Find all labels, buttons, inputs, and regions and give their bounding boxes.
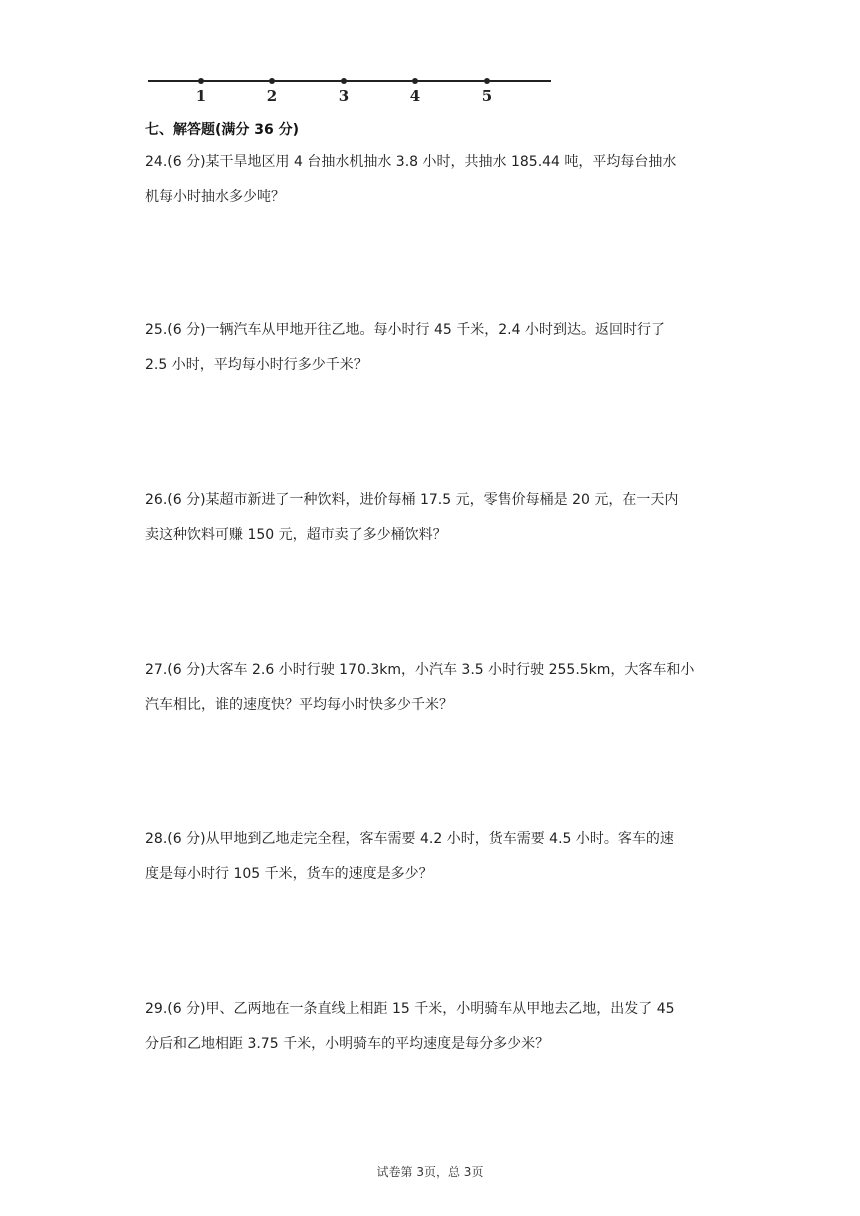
question-text: 一辆汽车从甲地开往乙地。每小时行 45 千米，2.4 小时到达。返回时行了 [205,322,665,338]
question-line [145,822,725,857]
question-number: 29. [145,1001,168,1017]
question-line [145,483,725,518]
question-line [145,313,725,348]
number-line-label-1: 1 [195,87,207,105]
number-line-point-3 [341,78,347,84]
question-27 [145,653,725,723]
number-line [148,70,553,110]
question-text: 大客车 2.6 小时行驶 170.3km，小汽车 3.5 小时行驶 255.5km，大客车和小 [205,662,695,678]
question-score: (6 分) [167,831,206,847]
question-text-cont: 卖这种饮料可赚 150 元，超市卖了多少桶饮料？ [145,527,447,543]
number-line-label-3: 3 [338,87,350,105]
question-score: (6 分) [167,154,206,170]
question-line [145,145,725,180]
question-score: (6 分) [167,492,206,508]
question-text: 某超市新进了一种饮料，进价每桶 17.5 元，零售价每桶是 20 元，在一天内 [205,492,679,508]
number-line-label-5: 5 [481,87,493,105]
question-25 [145,313,725,383]
number-line-label-2: 2 [266,87,278,105]
number-line-point-4 [412,78,418,84]
question-24 [145,145,725,215]
question-text-cont: 机每小时抽水多少吨？ [145,189,285,205]
question-number: 25. [145,322,168,338]
question-number: 26. [145,492,168,508]
number-line-point-1 [198,78,204,84]
question-26 [145,483,725,553]
question-text: 甲、乙两地在一条直线上相距 15 千米，小明骑车从甲地去乙地，出发了 45 [205,1001,675,1017]
question-score: (6 分) [167,662,206,678]
question-text: 某干旱地区用 4 台抽水机抽水 3.8 小时，共抽水 185.44 吨，平均每台抽水 [205,154,677,170]
question-line [145,653,725,688]
number-line-label-4: 4 [409,87,421,105]
question-score: (6 分) [167,322,206,338]
question-number: 24. [145,154,168,170]
section-title: 七、解答题(满分 36 分) [145,122,300,138]
question-number: 28. [145,831,168,847]
number-line-point-2 [269,78,275,84]
question-text: 从甲地到乙地走完全程，客车需要 4.2 小时，货车需要 4.5 小时。客车的速 [205,831,674,847]
question-text-cont: 分后和乙地相距 3.75 千米，小明骑车的平均速度是每分多少米？ [145,1036,550,1052]
question-28 [145,822,725,892]
number-line-point-5 [484,78,490,84]
page-footer: 试卷第 3页，总 3页 [376,1165,484,1179]
question-29 [145,992,725,1062]
question-number: 27. [145,662,168,678]
question-text-cont: 2.5 小时，平均每小时行多少千米？ [145,357,368,373]
question-line [145,992,725,1027]
question-text-cont: 度是每小时行 105 千米，货车的速度是多少？ [145,866,433,882]
question-text-cont: 汽车相比，谁的速度快？平均每小时快多少千米？ [145,697,453,713]
question-score: (6 分) [167,1001,206,1017]
